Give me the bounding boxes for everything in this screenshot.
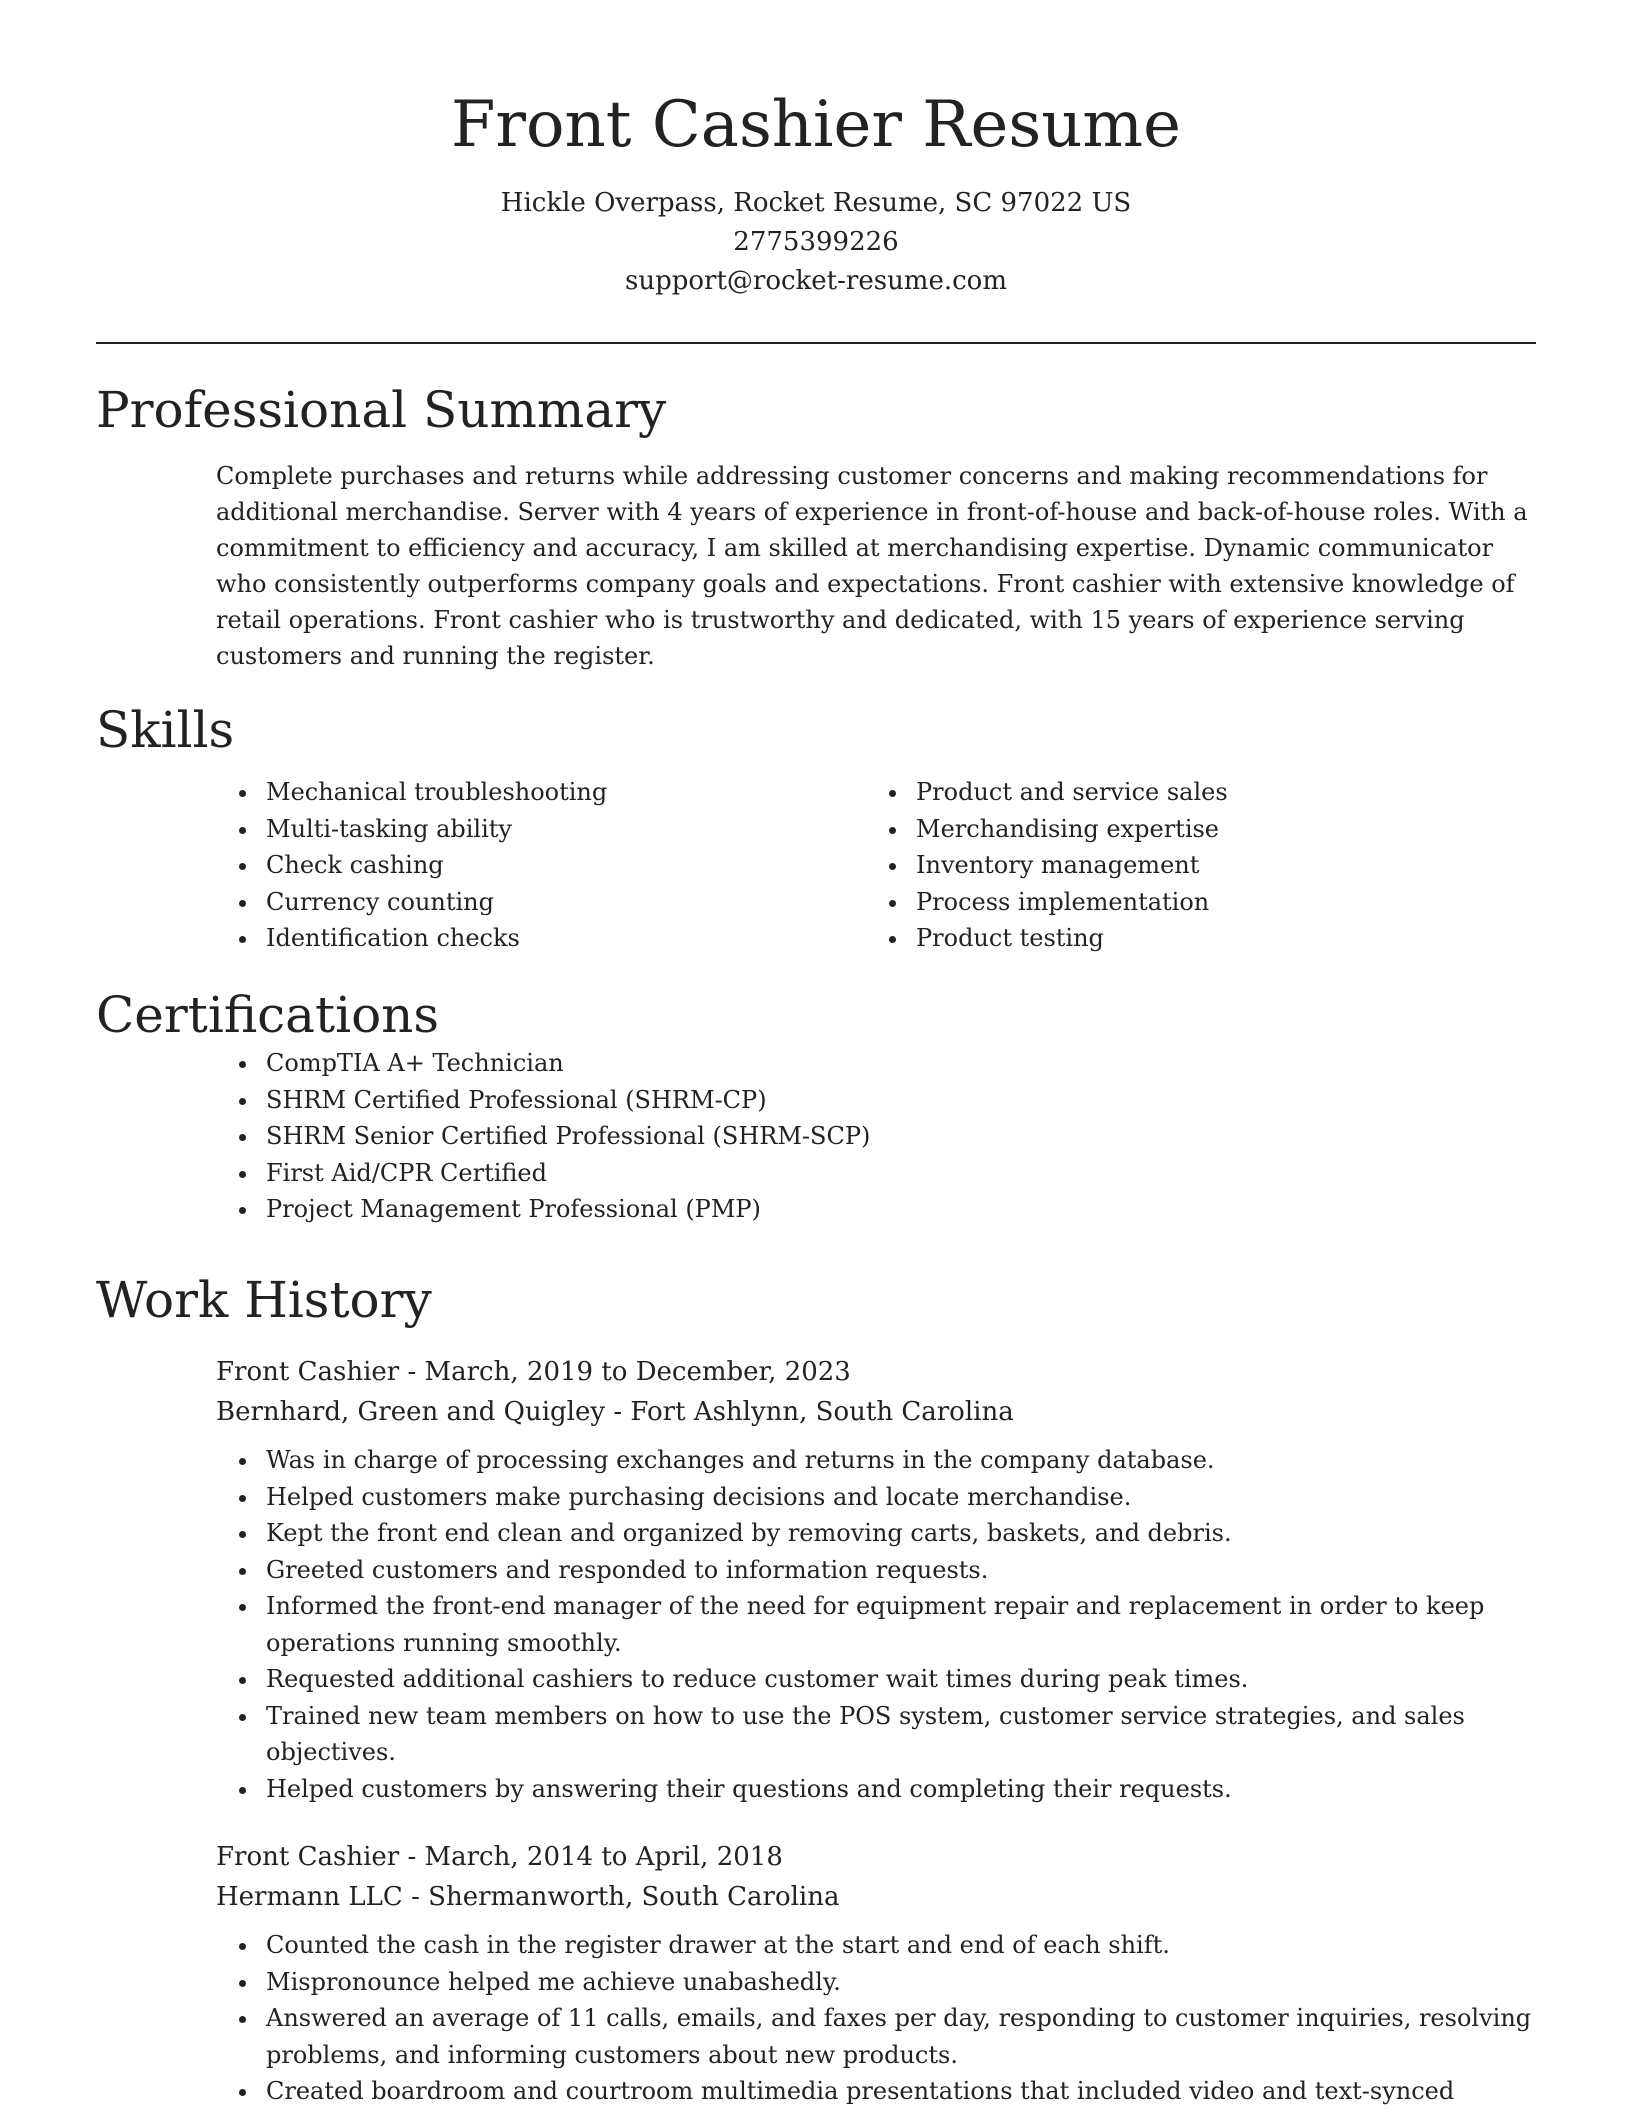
- certifications-heading: Certifications: [96, 986, 440, 1044]
- certification-item: • First Aid/CPR Certified: [260, 1155, 1536, 1192]
- job-duties-list: [216, 1927, 1536, 2110]
- job-duty: • Mispronounce helped me achieve unabashedly.: [260, 1964, 1536, 2001]
- contact-block: [0, 184, 1632, 301]
- job-duty: • Informed the front-end manager of the need for equipment repair and replacement in order to keep operations running smoothly.: [260, 1588, 1536, 1661]
- skill-item: • Process implementation: [910, 884, 1510, 921]
- skills-columns: [96, 774, 1536, 957]
- resume-header: [0, 0, 1632, 301]
- summary-section: [96, 380, 1536, 674]
- skill-item: • Product testing: [910, 920, 1510, 957]
- resume-title: Front Cashier Resume: [451, 88, 1181, 162]
- job-title-dates: Front Cashier - March, 2014 to April, 2018: [216, 1842, 783, 1872]
- skills-list-left: [96, 774, 910, 957]
- job-duty: • Helped customers by answering their questions and completing their requests.: [260, 1771, 1536, 1808]
- certification-item: • SHRM Senior Certified Professional (SHRM-SCP): [260, 1118, 1536, 1155]
- skill-item: • Identification checks: [260, 920, 910, 957]
- skill-item: • Product and service sales: [910, 774, 1510, 811]
- summary-text: Complete purchases and returns while addressing customer concerns and making recommendations for additional merchandise. Server with 4 years of experience in front-of-house and back-of-house roles. With a commitment to efficiency and accuracy, I am skilled at merchandising expertise. Dynamic communicator who consistently outperforms company goals and expectations. Front cashier with extensive knowledge of retail operations. Front cashier who is trustworthy and dedicated, with 15 years of experience serving customers and running the register.: [216, 462, 1528, 670]
- work-history-section: [96, 1270, 1536, 2110]
- job-duty: • Created boardroom and courtroom multimedia presentations that included video and text-synced: [260, 2073, 1536, 2110]
- skills-section: [96, 700, 1536, 957]
- certification-item: • CompTIA A+ Technician: [260, 1045, 1536, 1082]
- skill-item: • Inventory management: [910, 847, 1510, 884]
- job-title-dates: Front Cashier - March, 2019 to December, 2023: [216, 1357, 851, 1387]
- certifications-section: [96, 985, 1536, 1228]
- job-duty: • Counted the cash in the register drawer at the start and end of each shift.: [260, 1927, 1536, 1964]
- skills-heading: Skills: [96, 701, 235, 759]
- job-duty: • Was in charge of processing exchanges and returns in the company database.: [260, 1442, 1536, 1479]
- certification-item: • Project Management Professional (PMP): [260, 1191, 1536, 1228]
- job-company-location: Bernhard, Green and Quigley - Fort Ashlynn, South Carolina: [216, 1397, 1014, 1427]
- skill-item: • Multi-tasking ability: [260, 811, 910, 848]
- skill-item: • Currency counting: [260, 884, 910, 921]
- skill-item: • Mechanical troubleshooting: [260, 774, 910, 811]
- job-company-location: Hermann LLC - Shermanworth, South Carolina: [216, 1882, 840, 1912]
- summary-heading: Professional Summary: [96, 381, 667, 439]
- header-divider: [96, 342, 1536, 344]
- skills-list-right: [910, 774, 1510, 957]
- job-duty: • Answered an average of 11 calls, emails, and faxes per day, responding to customer inquiries, resolving problems, and informing customers about new products.: [260, 2000, 1536, 2073]
- skill-item: • Check cashing: [260, 847, 910, 884]
- job-duty: • Requested additional cashiers to reduce customer wait times during peak times.: [260, 1661, 1536, 1698]
- email: support@rocket-resume.com: [624, 266, 1007, 296]
- phone: 2775399226: [733, 227, 899, 257]
- address: Hickle Overpass, Rocket Resume, SC 97022 US: [500, 188, 1132, 218]
- work-history-heading: Work History: [96, 1271, 432, 1329]
- job-duty: • Greeted customers and responded to information requests.: [260, 1552, 1536, 1589]
- certification-item: • SHRM Certified Professional (SHRM-CP): [260, 1082, 1536, 1119]
- skill-item: • Merchandising expertise: [910, 811, 1510, 848]
- job-entry: [216, 1352, 1536, 1807]
- job-entry: [216, 1837, 1536, 2110]
- job-duties-list: [216, 1442, 1536, 1807]
- job-duty: • Helped customers make purchasing decisions and locate merchandise.: [260, 1479, 1536, 1516]
- certifications-list: [96, 1045, 1536, 1228]
- job-duty: • Trained new team members on how to use the POS system, customer service strategies, and sales objectives.: [260, 1698, 1536, 1771]
- job-duty: • Kept the front end clean and organized by removing carts, baskets, and debris.: [260, 1515, 1536, 1552]
